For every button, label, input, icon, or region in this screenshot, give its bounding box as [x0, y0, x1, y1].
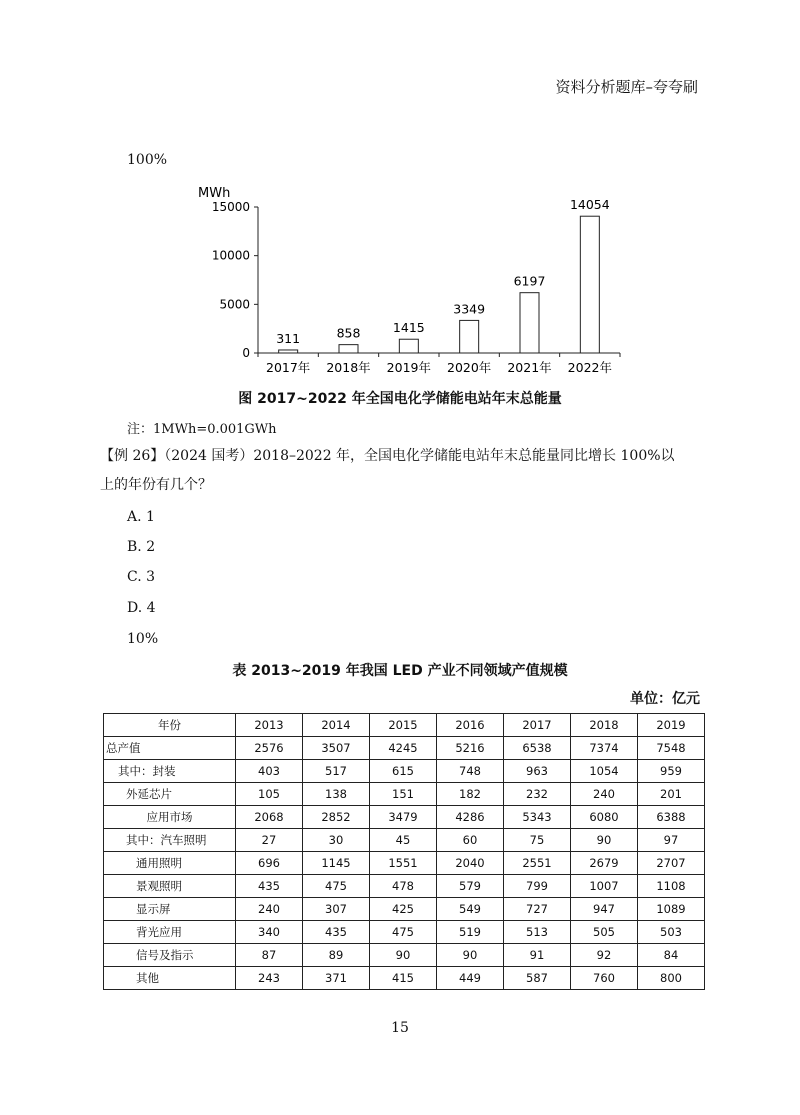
table-cell: 97	[638, 829, 705, 852]
table-cell: 579	[437, 875, 504, 898]
bar	[339, 345, 358, 353]
table-row-label: 信号及指示	[104, 944, 236, 967]
table-cell: 2852	[303, 806, 370, 829]
option-d: D. 4	[127, 600, 156, 616]
table-cell: 6538	[504, 737, 571, 760]
table-cell: 340	[236, 921, 303, 944]
table-cell: 240	[571, 783, 638, 806]
bar-data-label: 3349	[453, 301, 486, 317]
bar	[520, 293, 539, 353]
y-tick-label: 0	[242, 346, 250, 360]
table-row	[104, 737, 705, 760]
table-cell: 89	[303, 944, 370, 967]
table-cell: 2040	[437, 852, 504, 875]
table-cell: 3479	[370, 806, 437, 829]
bar	[399, 339, 418, 353]
table-cell: 5343	[504, 806, 571, 829]
table-cell: 2707	[638, 852, 705, 875]
table-cell: 27	[236, 829, 303, 852]
table-header-year: 2013	[236, 714, 303, 737]
table-cell: 240	[236, 898, 303, 921]
label-10-percent: 10%	[127, 631, 159, 647]
table-cell: 478	[370, 875, 437, 898]
table-cell: 475	[370, 921, 437, 944]
table-row-label: 应用市场	[104, 806, 236, 829]
table-row	[104, 921, 705, 944]
table-cell: 2068	[236, 806, 303, 829]
option-a: A. 1	[127, 509, 155, 525]
chart-title: 图 2017~2022 年全国电化学储能电站年末总能量	[238, 391, 562, 407]
table-row-label: 通用照明	[104, 852, 236, 875]
table-cell: 84	[638, 944, 705, 967]
page-number: 15	[391, 1020, 409, 1036]
table-row-label: 其中：封装	[104, 760, 236, 783]
table-cell: 60	[437, 829, 504, 852]
table-cell: 3507	[303, 737, 370, 760]
question-line-1: 【例 26】（2024 国考）2018–2022 年，全国电化学储能电站年末总能量同比增长 100%以	[100, 448, 675, 464]
table-cell: 963	[504, 760, 571, 783]
table-cell: 30	[303, 829, 370, 852]
table-row-label: 景观照明	[104, 875, 236, 898]
table-cell: 75	[504, 829, 571, 852]
option-b: B. 2	[127, 539, 156, 555]
bar-data-label: 14054	[569, 197, 610, 213]
table-cell: 92	[571, 944, 638, 967]
table-cell: 5216	[437, 737, 504, 760]
table-row	[104, 875, 705, 898]
table-cell: 307	[303, 898, 370, 921]
table-cell: 45	[370, 829, 437, 852]
table-row	[104, 760, 705, 783]
table-header-year: 2017	[504, 714, 571, 737]
table-row	[104, 944, 705, 967]
table-cell: 503	[638, 921, 705, 944]
table-cell: 2679	[571, 852, 638, 875]
page-header: 资料分析题库–夸夸刷	[555, 78, 698, 96]
y-tick-label: 15000	[211, 200, 250, 214]
energy-bar-chart	[180, 180, 640, 385]
table-cell: 748	[437, 760, 504, 783]
table-cell: 696	[236, 852, 303, 875]
table-row	[104, 852, 705, 875]
table-cell: 7374	[571, 737, 638, 760]
table-cell: 2576	[236, 737, 303, 760]
table-row	[104, 898, 705, 921]
table-cell: 403	[236, 760, 303, 783]
x-tick-label: 2020年	[447, 360, 492, 375]
table-header-label: 年份	[104, 714, 236, 737]
table-cell: 549	[437, 898, 504, 921]
table-cell: 799	[504, 875, 571, 898]
table-row	[104, 967, 705, 990]
question-line-2: 上的年份有几个？	[100, 477, 212, 493]
table-cell: 1108	[638, 875, 705, 898]
table-cell: 7548	[638, 737, 705, 760]
table-row-label: 总产值	[104, 737, 236, 760]
x-tick-label: 2018年	[326, 360, 371, 375]
table-cell: 4245	[370, 737, 437, 760]
table-cell: 90	[571, 829, 638, 852]
table-row	[104, 806, 705, 829]
table-unit: 单位：亿元	[630, 691, 700, 707]
table-cell: 201	[638, 783, 705, 806]
table-cell: 1054	[571, 760, 638, 783]
table-cell: 959	[638, 760, 705, 783]
bar-data-label: 1415	[392, 320, 425, 336]
table-cell: 1089	[638, 898, 705, 921]
table-cell: 138	[303, 783, 370, 806]
table-header-year: 2015	[370, 714, 437, 737]
bar	[279, 350, 298, 353]
table-cell: 519	[437, 921, 504, 944]
table-row-label: 其中：汽车照明	[104, 829, 236, 852]
bar-data-label: 6197	[513, 273, 546, 289]
table-cell: 4286	[437, 806, 504, 829]
table-row-label: 背光应用	[104, 921, 236, 944]
table-cell: 727	[504, 898, 571, 921]
table-header-year: 2018	[571, 714, 638, 737]
table-cell: 87	[236, 944, 303, 967]
led-output-table	[103, 713, 705, 990]
table-cell: 435	[303, 921, 370, 944]
table-row	[104, 783, 705, 806]
table-cell: 90	[370, 944, 437, 967]
bar	[580, 216, 599, 353]
table-cell: 475	[303, 875, 370, 898]
table-cell: 449	[437, 967, 504, 990]
chart-note: 注：1MWh=0.001GWh	[127, 422, 277, 437]
table-cell: 513	[504, 921, 571, 944]
table-row	[104, 829, 705, 852]
y-tick-label: 5000	[219, 297, 250, 312]
table-cell: 425	[370, 898, 437, 921]
table-cell: 151	[370, 783, 437, 806]
table-row-label: 显示屏	[104, 898, 236, 921]
table-cell: 90	[437, 944, 504, 967]
table-cell: 1007	[571, 875, 638, 898]
table-cell: 517	[303, 760, 370, 783]
x-tick-label: 2021年	[507, 360, 552, 375]
table-cell: 615	[370, 760, 437, 783]
option-c: C. 3	[127, 569, 156, 585]
table-row-label: 外延芯片	[104, 783, 236, 806]
table-cell: 6080	[571, 806, 638, 829]
table-cell: 6388	[638, 806, 705, 829]
table-title: 表 2013~2019 年我国 LED 产业不同领域产值规模	[232, 663, 568, 679]
table-cell: 415	[370, 967, 437, 990]
table-cell: 232	[504, 783, 571, 806]
chart-y-axis-label: MWh	[198, 186, 231, 201]
table-cell: 587	[504, 967, 571, 990]
bar-data-label: 858	[336, 325, 361, 341]
table-cell: 1145	[303, 852, 370, 875]
table-cell: 760	[571, 967, 638, 990]
bar	[460, 320, 479, 353]
label-100-percent: 100%	[127, 152, 168, 168]
table-row-label: 其他	[104, 967, 236, 990]
x-tick-label: 2022年	[567, 360, 612, 375]
table-cell: 91	[504, 944, 571, 967]
table-cell: 105	[236, 783, 303, 806]
x-tick-label: 2017年	[266, 360, 311, 375]
table-cell: 371	[303, 967, 370, 990]
table-header-year: 2019	[638, 714, 705, 737]
table-cell: 182	[437, 783, 504, 806]
table-cell: 435	[236, 875, 303, 898]
table-header-year: 2014	[303, 714, 370, 737]
table-cell: 243	[236, 967, 303, 990]
bar-data-label: 311	[276, 330, 301, 346]
table-cell: 2551	[504, 852, 571, 875]
table-cell: 1551	[370, 852, 437, 875]
table-header-row	[104, 714, 705, 737]
table-cell: 947	[571, 898, 638, 921]
table-cell: 505	[571, 921, 638, 944]
y-tick-label: 10000	[211, 248, 250, 263]
table-header-year: 2016	[437, 714, 504, 737]
x-tick-label: 2019年	[386, 360, 431, 375]
table-cell: 800	[638, 967, 705, 990]
